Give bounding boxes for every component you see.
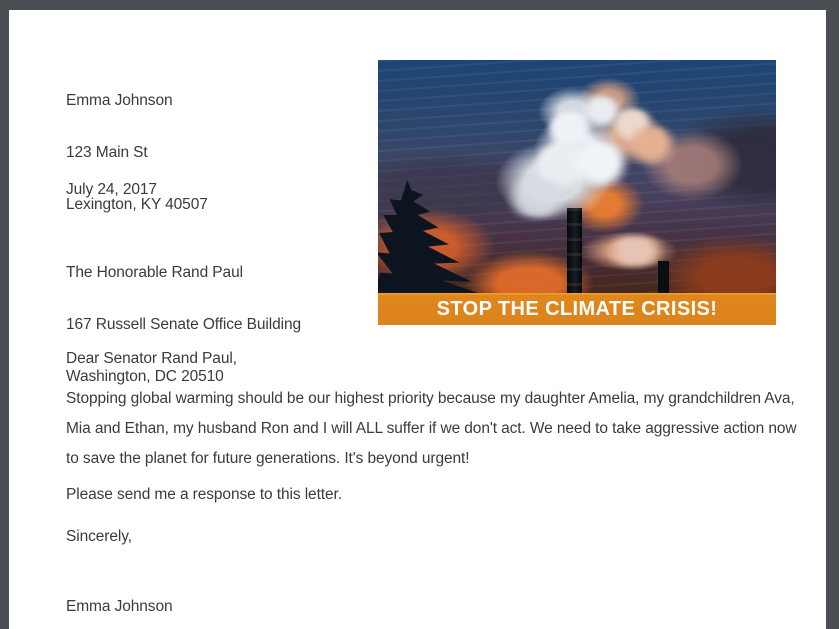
sender-name: Emma Johnson <box>66 92 173 109</box>
recipient-city-line: Washington, DC 20510 <box>66 368 224 385</box>
recipient-name: The Honorable Rand Paul <box>66 264 243 281</box>
smoke-puff <box>626 126 678 166</box>
sender-address-block <box>66 62 208 244</box>
smoke-puff <box>570 142 630 188</box>
salutation: Dear Senator Rand Paul, <box>66 350 237 367</box>
response-request-line: Please send me a response to this letter. <box>66 486 342 503</box>
hero-banner-text: STOP THE CLIMATE CRISIS! <box>436 297 718 320</box>
signature-name: Emma Johnson <box>66 598 173 615</box>
smokestack-main <box>567 208 582 293</box>
smoke-puff <box>502 178 572 218</box>
letter-body-paragraph: Stopping global warming should be our highest priority because my daughter Amelia, my grandchildren Ava, Mia and Ethan, my husband Ron and I will ALL suffer if we don't act. We need to take aggressive action now to save the planet for future generations. It's beyond urgent! <box>66 390 797 467</box>
valediction: Sincerely, <box>66 528 132 545</box>
sender-street: 123 Main St <box>66 144 148 161</box>
sender-city-line: Lexington, KY 40507 <box>66 196 208 213</box>
climate-hero-block <box>378 60 776 325</box>
letter-date: July 24, 2017 <box>66 181 157 198</box>
hero-banner <box>378 293 776 325</box>
smokestacks-sunset-photo <box>378 60 776 293</box>
smokestack-right <box>658 261 669 293</box>
recipient-street: 167 Russell Senate Office Building <box>66 316 301 333</box>
letter-page <box>9 10 826 629</box>
tree-silhouette <box>378 180 478 293</box>
